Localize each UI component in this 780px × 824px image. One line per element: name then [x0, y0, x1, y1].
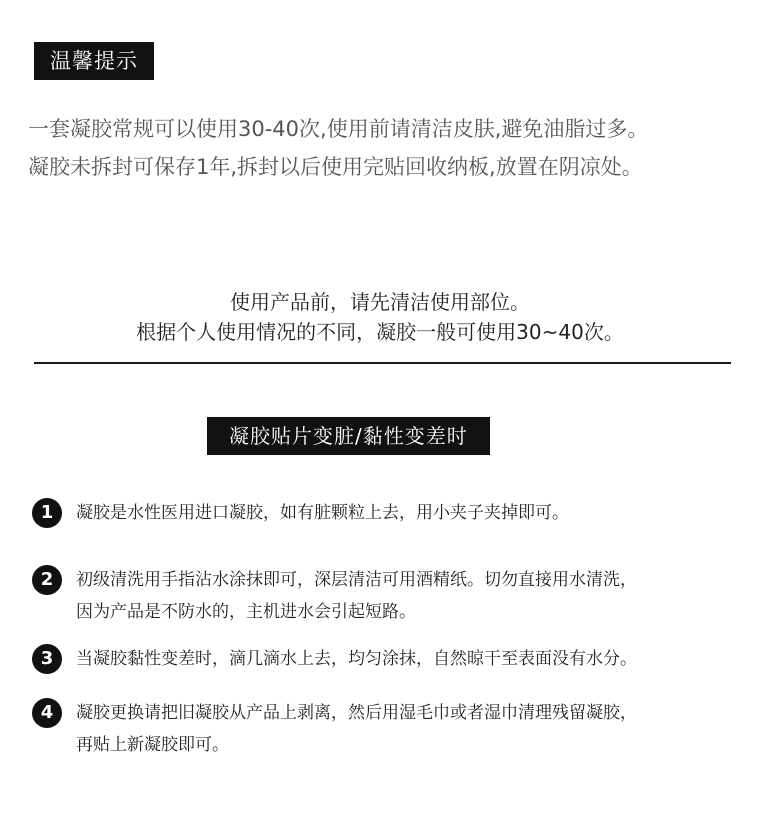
step-text [76, 564, 637, 628]
step-text [76, 697, 637, 761]
divider [34, 362, 731, 364]
step-line: 再贴上新凝胶即可。 [76, 735, 229, 755]
step-number-badge: 1 [32, 498, 62, 528]
gel-care-heading: 凝胶贴片变脏/黏性变差时 [207, 417, 490, 455]
usage-line: 根据个人使用情况的不同，凝胶一般可使用30~40次。 [136, 320, 624, 344]
step-number-badge: 4 [32, 698, 62, 728]
step-number-badge: 2 [32, 565, 62, 595]
tip-line: 一套凝胶常规可以使用30-40次,使用前请清洁皮肤,避免油脂过多。 [28, 117, 649, 141]
step-text [76, 643, 637, 675]
step-line: 凝胶是水性医用进口凝胶，如有脏颗粒上去，用小夹子夹掉即可。 [76, 503, 569, 523]
step-line: 凝胶更换请把旧凝胶从产品上剥离，然后用湿毛巾或者湿巾清理残留凝胶， [76, 703, 637, 723]
step-line: 初级清洗用手指沾水涂抹即可，深层清洁可用酒精纸。切勿直接用水清洗， [76, 570, 637, 590]
tip-paragraph [28, 110, 778, 186]
step-number-badge: 3 [32, 644, 62, 674]
tip-heading: 温馨提示 [34, 42, 154, 80]
usage-line: 使用产品前，请先清洁使用部位。 [230, 290, 530, 314]
step-line: 当凝胶黏性变差时，滴几滴水上去，均匀涂抹，自然晾干至表面没有水分。 [76, 649, 637, 669]
step-line: 因为产品是不防水的，主机进水会引起短路。 [76, 602, 416, 622]
step-text [76, 497, 569, 529]
tip-line: 凝胶未拆封可保存1年,拆封以后使用完贴回收纳板,放置在阴凉处。 [28, 155, 643, 179]
usage-note [0, 287, 760, 347]
